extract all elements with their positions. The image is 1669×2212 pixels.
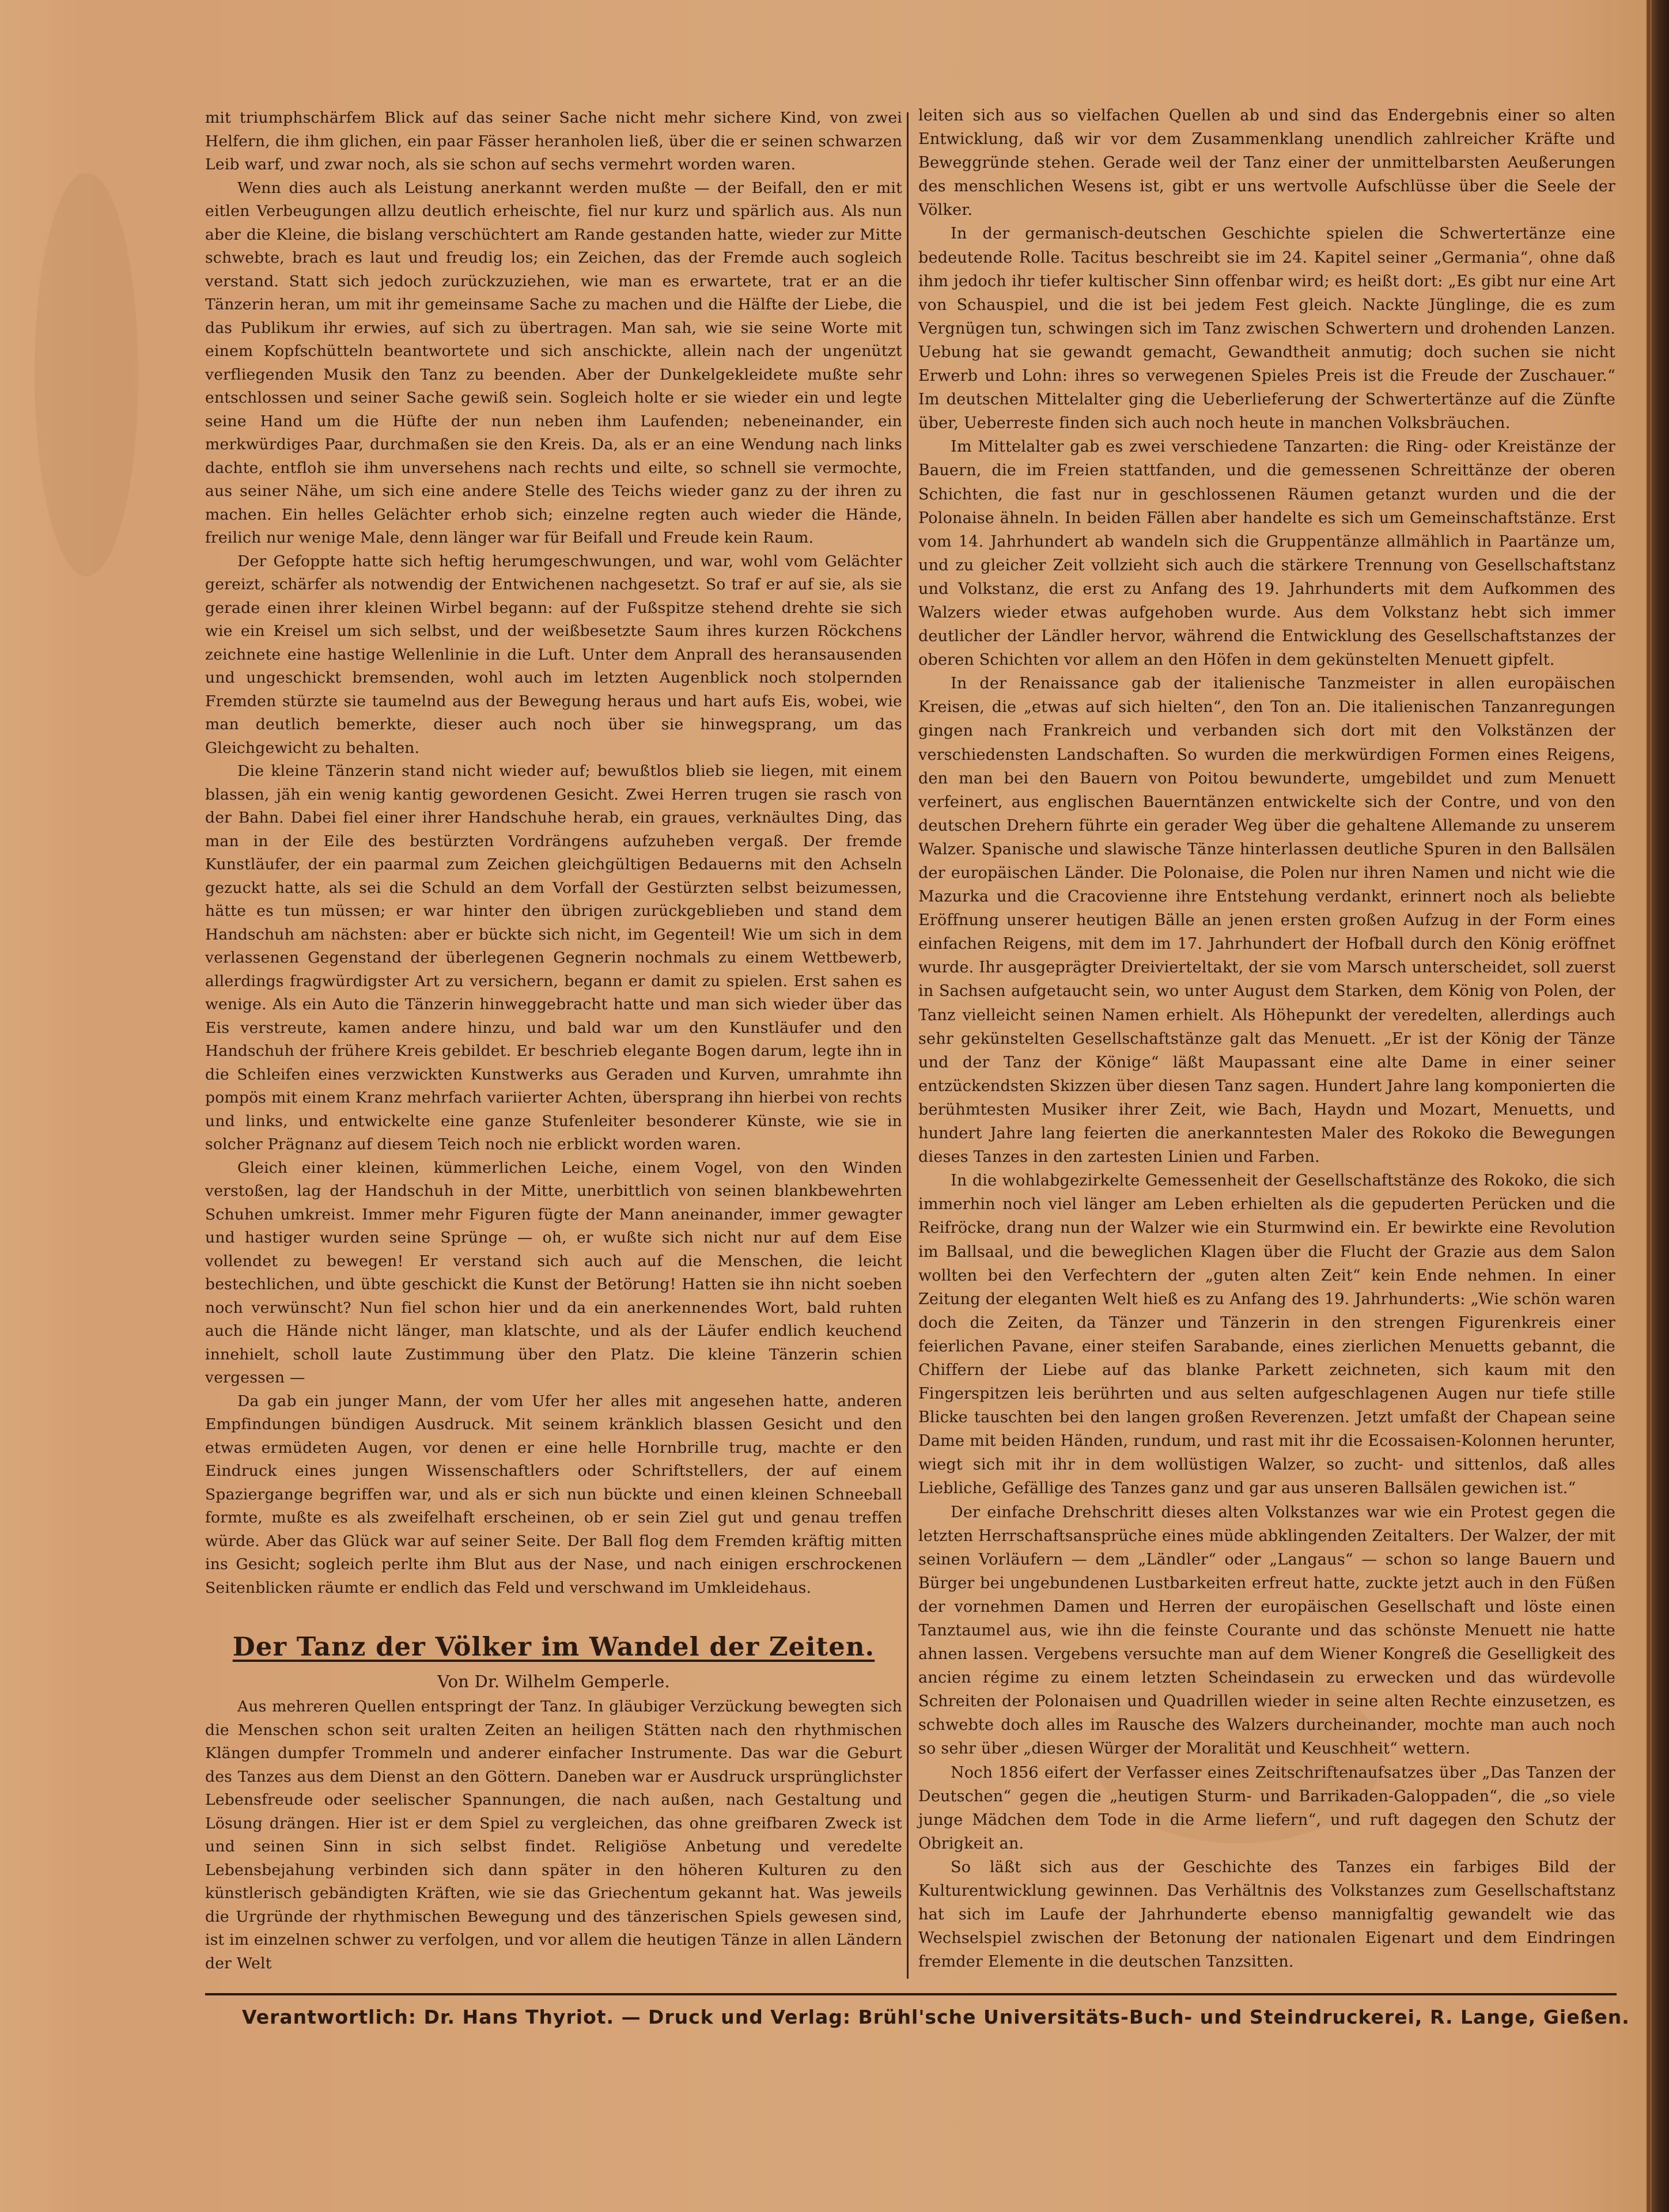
paper-stain — [35, 173, 138, 576]
right-column — [918, 104, 1615, 1974]
footer-rule — [205, 1993, 1617, 1995]
paragraph: Da gab ein junger Mann, der vom Ufer her alles mit angesehen hatte, anderen Empfindungen bündigen Ausdruck. Mit seinem kränklich blassen Gesicht und den etwas ermüdeten Augen, vor denen er eine helle Hornbrille trug, machte er den Eindruck eines jungen Wissenschaftlers oder Schriftstellers, der auf einem Spaziergange begriffen war, und als er sich nun bückte und einen kleinen Schneeball formte, mußte es als zweifelhaft erscheinen, ob er sein Ziel gut und genau treffen würde. Aber das Glück war auf seiner Seite. Der Ball flog dem Fremden kräftig mitten ins Gesicht; sogleich perlte ihm Blut aus der Nase, und nach einigen erschrockenen Seitenblicken räumte er endlich das Feld und verschwand im Umkleidehaus. — [205, 1392, 902, 1597]
article-byline: Von Dr. Wilhelm Gemperle. — [437, 1672, 670, 1691]
article-headline: Der Tanz der Völker im Wandel der Zeiten. — [232, 1631, 875, 1662]
paragraph: In der Renaissance gab der italienische Tanzmeister in allen europäischen Kreisen, die „etwas auf sich hielten“, den Ton an. Die italienischen Tanzanregungen gingen nach Frankreich und verbanden sich dort mit den Volkstänzen der verschiedensten Landschaften. So wurden die merkwürdigen Formen eines Reigens, den man bei den Bauern von Poitou bewunderte, umgebildet und zum Menuett verfeinert, aus englischen Bauerntänzen entwickelte sich der Contre, und von den deutschen Drehern führte ein gerader Weg über die gehaltene Allemande zu unserem Walzer. Spanische und slawische Tänze hinterlassen deutliche Spuren in den Ballsälen der europäischen Länder. Die Polonaise, die Polen nur ihren Namen und nicht wie die Mazurka und die Cracovienne ihre Entstehung verdankt, erinnert noch als beliebte Eröffnung unserer heutigen Bälle an jenen ersten großen Aufzug in der Form eines einfachen Reigens, mit dem im 17. Jahrhundert der Hofball durch den König eröffnet wurde. Ihr ausgeprägter Dreivierteltakt, der sie vom Marsch unterscheidet, soll zuerst in Sachsen aufgetaucht sein, wo unter August dem Starken, dem König von Polen, der Tanz vielleicht seinen Namen erhielt. Als Höhepunkt der veredelten, allerdings auch sehr gekünstelten Gesellschaftstänze galt das Menuett. „Er ist der König der Tänze und der Tanz der Könige“ läßt Maupassant eine alte Dame in einer seiner entzückendsten Skizzen über diesen Tanz sagen. Hundert Jahre lang komponierten die berühmtesten Musiker ihrer Zeit, wie Bach, Haydn und Mozart, Menuetts, und hundert Jahre lang feierten die anerkanntesten Maler des Rokoko die Bewegungen dieses Tanzes in den zartesten Linien und Farben. — [918, 675, 1615, 1166]
paragraph: Aus mehreren Quellen entspringt der Tanz. In gläubiger Verzückung bewegten sich die Menschen schon seit uralten Zeiten an heiligen Stätten nach den rhythmischen Klängen dumpfer Trommeln und anderer einfacher Instrumente. Das war die Geburt des Tanzes aus dem Dienst an den Göttern. Daneben war er Ausdruck ursprünglichster Lebensfreude oder seelischer Spannungen, die nach außen, nach Gestaltung und Lösung drängen. Hier ist er dem Spiel zu vergleichen, das ohne greifbaren Zweck ist und seinen Sinn in sich selbst findet. Religiöse Anbetung und veredelte Lebensbejahung verbinden sich dann später in den höheren Kulturen zu den künstlerisch gebändigten Kräften, wie sie das Griechentum gekannt hat. Was jeweils die Urgründe der rhythmischen Bewegung und des tänzerischen Spiels gewesen sind, ist im einzelnen schwer zu verfolgen, und vor allem die heutigen Tänze in allen Ländern der Welt — [205, 1698, 902, 1972]
paragraph: Der einfache Drehschritt dieses alten Volkstanzes war wie ein Protest gegen die letzten Herrschaftsansprüche eines müde abklingenden Zeitalters. Der Walzer, der mit seinen Vorläufern — dem „Ländler“ oder „Langaus“ — schon so lange Bauern und Bürger bei ungebundenen Lustbarkeiten erfreut hatte, zuckte jetzt auch in den Füßen der vornehmen Damen und Herren der europäischen Gesellschaft und löste einen Tanztaumel aus, wie ihn die feinste Courante und das schönste Menuett nie hatte ahnen lassen. Vergebens versuchte man auf dem Wiener Kongreß die Geselligkeit des ancien régime zu einem letzten Scheindasein zu erwecken und das würdevolle Schreiten der Polonaisen und Quadrillen wieder in seine alten Rechte einzusetzen, es schwebte doch alles im Rausche des Walzers durcheinander, mochte man auch noch so sehr über „diesen Würger der Moralität und Keuschheit“ wettern. — [918, 1503, 1615, 1758]
paragraph: Gleich einer kleinen, kümmerlichen Leiche, einem Vogel, von den Winden verstoßen, lag der Handschuh in der Mitte, unerbittlich von seinen blankbewehrten Schuhen umkreist. Immer mehr Figuren fügte der Mann aneinander, immer gewagter und hastiger wurden seine Sprünge — oh, er wußte sich nicht nur auf dem Eise vollendet zu bewegen! Er verstand sich auch auf die Menschen, die leicht bestechlichen, und übte geschickt die Kunst der Betörung! Hatten sie ihn nicht soeben noch verwünscht? Nun fiel schon hier und da ein anerkennendes Wort, bald ruhten auch die Hände nicht länger, man klatschte, und als der Läufer endlich keuchend innehielt, scholl laute Zustimmung über den Platz. Die kleine Tänzerin schien vergessen — — [205, 1158, 902, 1387]
left-column — [205, 107, 902, 1975]
imprint-footer: Verantwortlich: Dr. Hans Thyriot. — Druck und Verlag: Brühl'sche Universitäts-Buch- und Steindruckerei, R. Lange, Gießen. — [242, 2006, 1630, 2028]
paragraph: mit triumphschärfem Blick auf das seiner Sache nicht mehr sichere Kind, von zwei Helfern, die ihm glichen, ein paar Fässer heranholen ließ, über die er seinen schwarzen Leib warf, und zwar noch, als sie schon auf sechs vermehrt worden waren. — [205, 109, 902, 173]
paragraph: leiten sich aus so vielfachen Quellen ab und sind das Endergebnis einer so alten Entwicklung, daß wir vor dem Zusammenklang unendlich zahlreicher Kräfte und Beweggründe stehen. Gerade weil der Tanz einer der unmittelbarsten Aeußerungen des menschlichen Wesens ist, gibt er uns wertvolle Aufschlüsse über die Seele der Völker. — [918, 107, 1615, 219]
paragraph: So läßt sich aus der Geschichte des Tanzes ein farbiges Bild der Kulturentwicklung gewinnen. Das Verhältnis des Volkstanzes zum Gesellschaftstanz hat sich im Laufe der Jahrhunderte ebenso mannigfaltig gewandelt wie das Wechselspiel zwischen der Betonung der nationalen Eigenart und dem Eindringen fremder Elemente in die deutschen Tanzsitten. — [918, 1858, 1615, 1971]
paragraph: Wenn dies auch als Leistung anerkannt werden mußte — der Beifall, den er mit eitlen Verbeugungen allzu deutlich erheischte, fiel nur kurz und spärlich aus. Als nun aber die Kleine, die bislang verschüchtert am Rande gestanden hatte, wieder zur Mitte schwebte, brach es laut und freudig los; ein Zeichen, das der Fremde auch sogleich verstand. Statt sich jedoch zurückzuziehen, wie man es erwartete, trat er an die Tänzerin heran, um mit ihr gemeinsame Sache zu machen und die Hälfte der Liebe, die das Publikum ihr erwies, auf sich zu übertragen. Man sah, wie sie seine Worte mit einem Kopfschütteln beantwortete und sich anschickte, allein nach der ungenützt verfliegenden Musik den Tanz zu beenden. Aber der Dunkelgekleidete mußte sehr entschlossen und seiner Sache gewiß sein. Sogleich holte er sie wieder ein und legte seine Hand um die Hüfte der nun neben ihm Laufenden; nebeneinander, ein merkwürdiges Paar, durchmaßen sie den Kreis. Da, als er an eine Wendung nach links dachte, entfloh sie ihm unversehens nach rechts und eilte, so schnell sie vermochte, aus seiner Nähe, um sich eine andere Stelle des Teichs wieder ganz zu der ihren zu machen. Ein helles Gelächter erhob sich; einzelne regten auch wieder die Hände, freilich nur wenige Male, denn länger war für Beifall und Freude kein Raum. — [205, 179, 902, 547]
paragraph: In die wohlabgezirkelte Gemessenheit der Gesellschaftstänze des Rokoko, die sich immerhin noch viel länger am Leben erhielten als die gepuderten Perücken und die Reifröcke, drang nun der Walzer wie ein Sturmwind ein. Er bewirkte eine Revolution im Ballsaal, und die beweglichen Klagen über die Flucht der Grazie aus dem Salon wollten bei den Verfechtern der „guten alten Zeit“ kein Ende nehmen. In einer Zeitung der eleganten Welt hieß es zu Anfang des 19. Jahrhunderts: „Wie schön waren doch die Zeiten, da Tänzer und Tänzerin in den strengen Figurenkreis einer feierlichen Pavane, einer steifen Sarabande, eines zierlichen Menuetts gebannt, die Chiffern der Liebe auf das blanke Parkett zeichneten, sich kaum mit den Fingerspitzen leis berührten und aus selten aufgeschlagenen Augen nur tiefe stille Blicke tauschten bei den langen großen Reverenzen. Jetzt umfaßt der Chapean seine Dame mit beiden Händen, rundum, und rast mit ihr die Ecossaisen-Kolonnen herunter, wiegt sich mit ihr in dem wollüstigen Walzer, so zucht- und sittenlos, daß alles Liebliche, Gefällige des Tanzes ganz und gar aus unseren Ballsälen gewichen ist.“ — [918, 1172, 1615, 1498]
book-binding-edge — [1647, 0, 1669, 2212]
paragraph: Noch 1856 eifert der Verfasser eines Zeitschriftenaufsatzes über „Das Tanzen der Deutschen“ gegen die „heutigen Sturm- und Barrikaden-Galoppaden“, die „so viele junge Mädchen dem Tode in die Arme liefern“, und ruft dagegen den Schutz der Obrigkeit an. — [918, 1763, 1615, 1853]
paragraph: Im Mittelalter gab es zwei verschiedene Tanzarten: die Ring- oder Kreistänze der Bauern, die im Freien stattfanden, und die gemessenen Schreittänze der oberen Schichten, die fast nur in geschlossenen Räumen getanzt wurden und die der Polonaise ähneln. In beiden Fällen aber handelte es sich um Gemeinschaftstänze. Erst vom 14. Jahrhundert ab wandeln sich die Gruppentänze allmählich in Paartänze um, und zu gleicher Zeit vollzieht sich auch die stärkere Trennung von Gesellschaftstanz und Volkstanz, die erst zu Anfang des 19. Jahrhunderts mit dem Aufkommen des Walzers wieder etwas aufgehoben wurde. Aus dem Volkstanz hebt sich immer deutlicher der Ländler hervor, während die Entwicklung des Gesellschaftstanzes der oberen Schichten vor allem an den Höfen in dem gekünstelten Menuett gipfelt. — [918, 438, 1615, 669]
column-divider — [907, 112, 909, 1979]
paragraph: Die kleine Tänzerin stand nicht wieder auf; bewußtlos blieb sie liegen, mit einem blassen, jäh ein wenig kantig gewordenen Gesicht. Zwei Herren trugen sie rasch von der Bahn. Dabei fiel einer ihrer Handschuhe herab, ein graues, verknäultes Ding, das man in der Eile des bestürzten Vordrängens aufzuheben vergaß. Der fremde Kunstläufer, der ein paarmal zum Zeichen gleichgültigen Bedauerns mit den Achseln gezuckt hatte, als sei die Schuld an dem Vorfall der Gestürzten selbst beizumessen, hätte es tun müssen; er war hinter den übrigen zurückgeblieben und stand dem Handschuh am nächsten: aber er bückte sich nicht, im Gegenteil! Wie um sich in dem verlassenen Gegenstand der überlegenen Gegnerin nochmals zu einem Wettbewerb, allerdings fragwürdigster Art zu versichern, begann er damit zu spielen. Erst sahen es wenige. Als ein Auto die Tänzerin hinweggebracht hatte und man sich wieder über das Eis verstreute, kamen andere hinzu, und bald war um den Kunstläufer und den Handschuh der frühere Kreis gebildet. Er beschrieb elegante Bogen darum, legte ihn in die Schleifen eines verzwickten Kunstwerks aus Geraden und Kurven, umrahmte ihn pompös mit einem Kranz mehrfach variierter Achten, übersprang ihn hierbei von rechts und links, und entwickelte eine ganze Stufenleiter besonderer Künste, wie sie in solcher Prägnanz auf diesem Teich noch nie erblickt worden waren. — [205, 762, 902, 1153]
paragraph: Der Gefoppte hatte sich heftig herumgeschwungen, und war, wohl vom Gelächter gereizt, schärfer als notwendig der Entwichenen nachgesetzt. So traf er auf sie, als sie gerade einen ihrer kleinen Wirbel begann: auf der Fußspitze stehend drehte sie sich wie ein Kreisel um sich selbst, und der weißbesetzte Saum ihres kurzen Röckchens zeichnete eine hastige Wellenlinie in die Luft. Unter dem Anprall des heransausenden und ungeschickt bremsenden, wohl auch im letzten Augenblick noch stolpernden Fremden stürzte sie taumelnd aus der Bewegung heraus und hart aufs Eis, wobei, wie man deutlich bemerkte, dieser auch noch über sie hinwegsprang, um das Gleichgewicht zu behalten. — [205, 552, 902, 757]
paragraph: In der germanisch-deutschen Geschichte spielen die Schwertertänze eine bedeutende Rolle. Tacitus beschreibt sie im 24. Kapitel seiner „Germania“, ohne daß ihm jedoch ihr tiefer kultischer Sinn offenbar wird; es heißt dort: „Es gibt nur eine Art von Schauspiel, und die ist bei jedem Fest gleich. Nackte Jünglinge, die es zum Vergnügen tun, schwingen sich im Tanz zwischen Schwertern und drohenden Lanzen. Uebung hat sie gewandt gemacht, Gewandtheit anmutig; doch suchen sie nicht Erwerb und Lohn: ihres so verwegenen Spieles Preis ist die Freude der Zuschauer.“ Im deutschen Mittelalter ging die Ueberlieferung der Schwertertänze auf die Zünfte über, Ueberreste finden sich auch noch heute in manchen Volksbräuchen. — [918, 225, 1615, 433]
